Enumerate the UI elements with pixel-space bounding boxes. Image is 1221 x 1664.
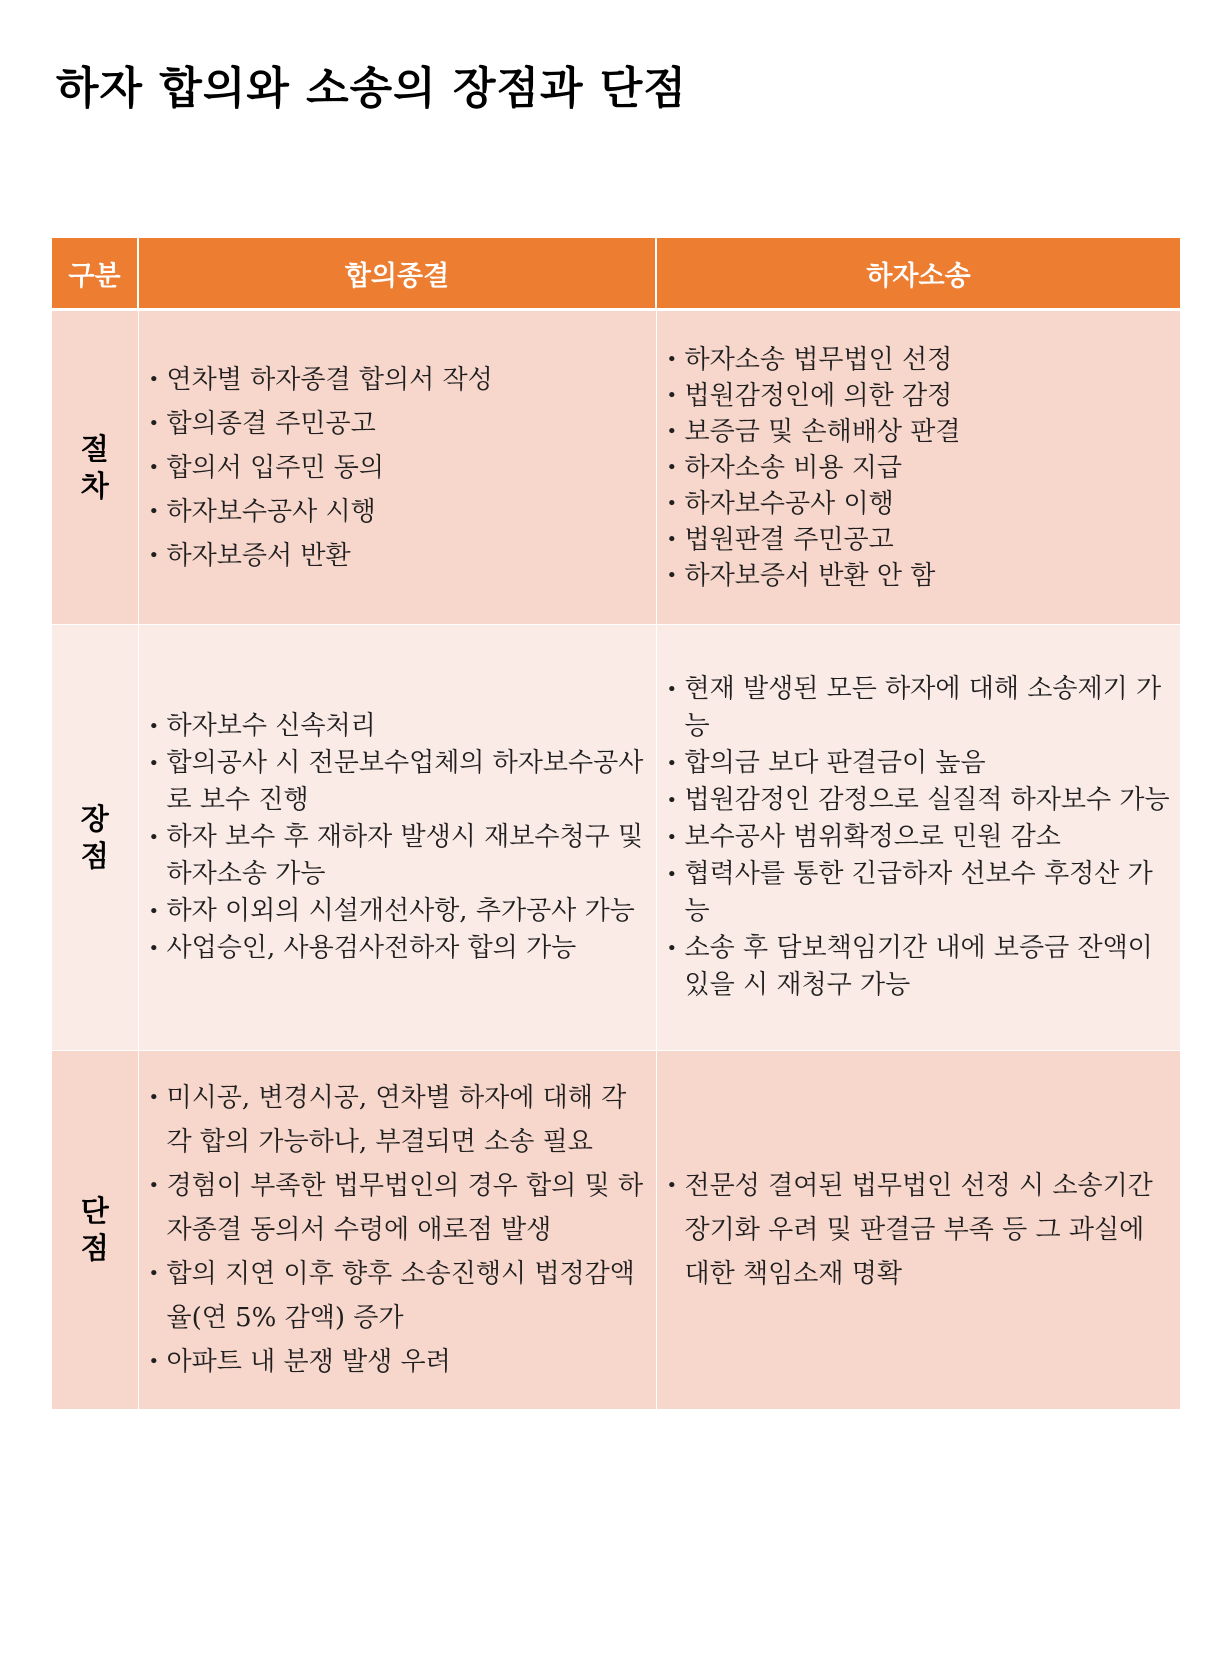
list-item: • 소송 후 담보책임기간 내에 보증금 잔액이 있을 시 재청구 가능	[667, 930, 1171, 1004]
list-item: • 미시공, 변경시공, 연차별 하자에 대해 각각 합의 가능하나, 부결되면 소송 필요	[149, 1076, 646, 1164]
header-lawsuit: 하자소송	[656, 238, 1180, 310]
row-label-char: 점	[80, 838, 109, 873]
list-item: • 경험이 부족한 법무법인의 경우 합의 및 하자종결 동의서 수령에 애로점 발생	[149, 1164, 646, 1252]
table-header-row	[52, 238, 1180, 310]
row-label-char: 절	[80, 431, 109, 466]
header-category: 구분	[52, 238, 138, 310]
row-label-disadvantages	[52, 1051, 138, 1410]
list-item: • 사업승인, 사용검사전하자 합의 가능	[149, 930, 646, 967]
list-item: • 합의 지연 이후 향후 소송진행시 법정감액율(연 5% 감액) 증가	[149, 1252, 646, 1340]
advantages-lawsuit-cell	[656, 625, 1180, 1051]
comparison-table	[52, 238, 1180, 1409]
list-item: • 법원감정인에 의한 감정	[667, 380, 1171, 412]
list-item: • 보수공사 범위확정으로 민원 감소	[667, 819, 1171, 856]
row-label-char: 장	[80, 801, 109, 836]
list-item: • 법원판결 주민공고	[667, 524, 1171, 556]
list-item: • 하자 이외의 시설개선사항, 추가공사 가능	[149, 893, 646, 930]
list-item: • 하자보수공사 이행	[667, 488, 1171, 520]
list-item: • 연차별 하자종결 합의서 작성	[149, 364, 646, 396]
list-item: • 합의공사 시 전문보수업체의 하자보수공사로 보수 진행	[149, 745, 646, 819]
advantages-agreement-cell	[138, 625, 656, 1051]
list-item: • 하자보증서 반환	[149, 540, 646, 572]
list-item: • 협력사를 통한 긴급하자 선보수 후정산 가능	[667, 856, 1171, 930]
header-agreement: 합의종결	[138, 238, 656, 310]
table-row-disadvantages	[52, 1051, 1180, 1410]
row-label-char: 단	[80, 1194, 109, 1228]
list-item: • 하자보수공사 시행	[149, 496, 646, 528]
list-item: • 합의금 보다 판결금이 높음	[667, 745, 1171, 782]
list-item: • 하자소송 비용 지급	[667, 452, 1171, 484]
list-item: • 하자 보수 후 재하자 발생시 재보수청구 및 하자소송 가능	[149, 819, 646, 893]
list-item: • 합의서 입주민 동의	[149, 452, 646, 484]
list-item: • 아파트 내 분쟁 발생 우려	[149, 1340, 646, 1384]
list-item: • 현재 발생된 모든 하자에 대해 소송제기 가능	[667, 671, 1171, 745]
page-title: 하자 합의와 소송의 장점과 단점	[56, 63, 687, 114]
table-row-advantages	[52, 625, 1180, 1051]
list-item: • 법원감정인 감정으로 실질적 하자보수 가능	[667, 782, 1171, 819]
list-item: • 전문성 결여된 법무법인 선정 시 소송기간 장기화 우려 및 판결금 부족 등 그 과실에 대한 책임소재 명확	[667, 1164, 1171, 1296]
list-item: • 하자보증서 반환 안 함	[667, 560, 1171, 592]
row-label-char: 점	[80, 1231, 109, 1265]
procedure-lawsuit-cell	[656, 310, 1180, 625]
row-label-char: 차	[80, 468, 109, 503]
disadvantages-lawsuit-cell	[656, 1051, 1180, 1410]
row-label-procedure	[52, 310, 138, 625]
row-label-advantages	[52, 625, 138, 1051]
list-item: • 보증금 및 손해배상 판결	[667, 416, 1171, 448]
disadvantages-agreement-cell	[138, 1051, 656, 1410]
table-row-procedure	[52, 310, 1180, 625]
list-item: • 하자보수 신속처리	[149, 708, 646, 745]
list-item: • 하자소송 법무법인 선정	[667, 344, 1171, 376]
procedure-agreement-cell	[138, 310, 656, 625]
list-item: • 합의종결 주민공고	[149, 408, 646, 440]
